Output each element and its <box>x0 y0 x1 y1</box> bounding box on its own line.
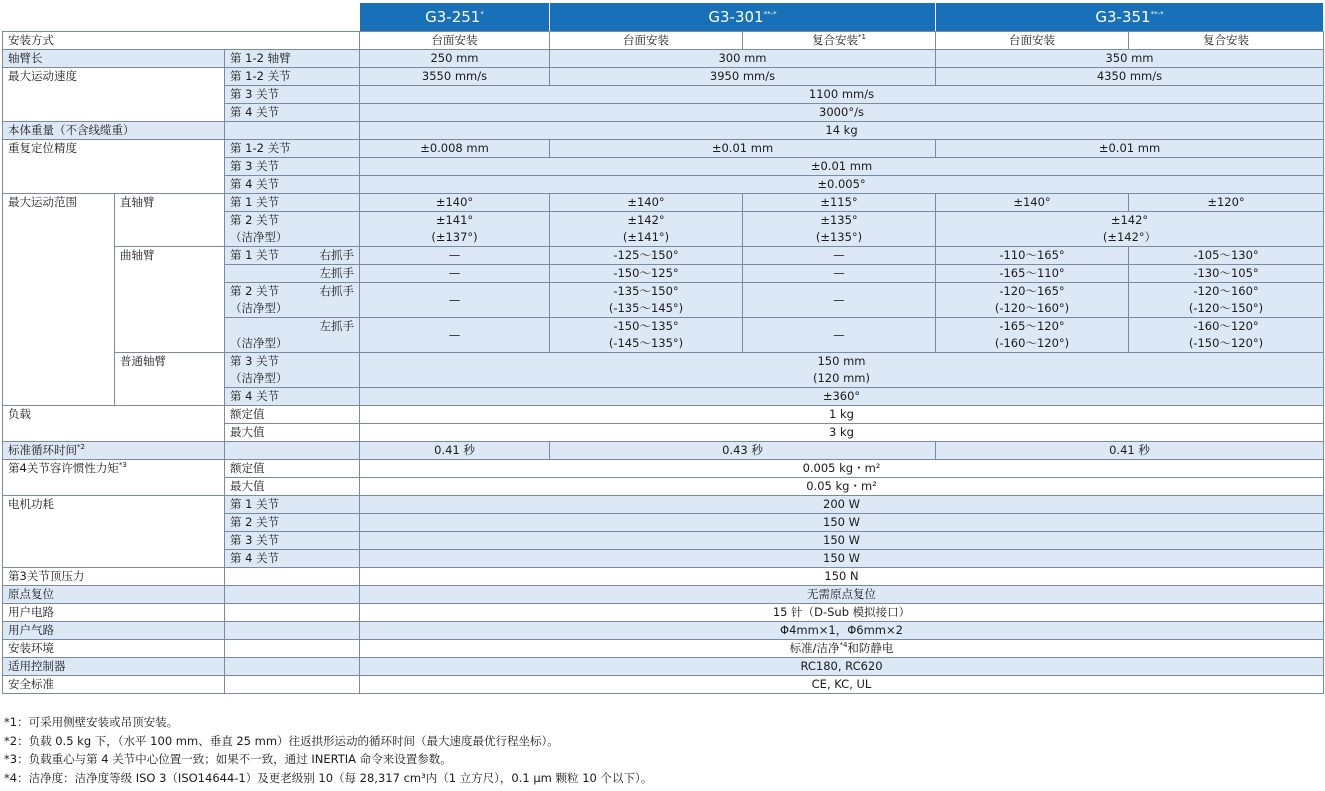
spec-table <box>2 2 1324 694</box>
table-cell: ±0.01 mm <box>360 158 1324 176</box>
table-cell: -165～120° (-160～120°) <box>936 318 1129 353</box>
row-sublabel: 第 4 关节 <box>225 176 360 194</box>
footnote-1: *1：可采用侧壁安装或吊顶安装。 <box>4 715 179 729</box>
row-sublabel <box>225 658 360 676</box>
row-rep-j12 <box>3 140 1324 158</box>
row-sublabel: 第 4 关节 <box>225 104 360 122</box>
row-label: 最大运动范围 <box>3 194 115 406</box>
table-cell: — <box>360 247 550 265</box>
row-sublabel: 第 2 关节 <box>225 514 360 532</box>
table-cell: ±360° <box>360 388 1324 406</box>
row-label: 第4关节容许惯性力矩$^{*3}$ <box>3 460 225 496</box>
footnotes <box>4 713 652 787</box>
footnote-3: *3：负载重心与第 4 关节中心位置一致；如果不一致，通过 INERTIA 命令来设置参数。 <box>4 752 452 766</box>
row-sublabel: 最大值 <box>225 424 360 442</box>
table-cell: 14 kg <box>360 122 1324 140</box>
row-label: 本体重量（不含线缆重） <box>3 122 225 140</box>
table-cell: 0.05 kg・m² <box>360 478 1324 496</box>
row-sublabel: 左抓手 （洁净型） <box>225 318 360 353</box>
row-sublabel: 第 1-2 轴臂 <box>225 50 360 68</box>
row-sublabel <box>225 640 360 658</box>
row-cycle <box>3 442 1324 460</box>
header-corner <box>3 3 360 32</box>
row-label: 标准循环时间$^{*2}$ <box>3 442 225 460</box>
table-cell: 350 mm <box>936 50 1324 68</box>
table-cell: 300 mm <box>550 50 936 68</box>
table-cell: 台面安装 <box>360 32 550 50</box>
table-cell: -125～150° <box>550 247 743 265</box>
row-sublabel <box>225 442 360 460</box>
row-controller <box>3 658 1324 676</box>
table-cell: 台面安装 <box>936 32 1129 50</box>
table-cell: ±115° <box>743 194 936 212</box>
table-cell: 复合安装$^{*1}$ <box>743 32 936 50</box>
table-cell: 4350 mm/s <box>936 68 1324 86</box>
model-header-g3-301: G3-301**-* <box>550 3 936 32</box>
row-sublabel <box>225 568 360 586</box>
row-sublabel: 第 3 关节 <box>225 158 360 176</box>
row-group-label: 曲轴臂 <box>115 247 225 353</box>
table-cell: — <box>743 265 936 283</box>
table-cell: — <box>360 283 550 318</box>
table-cell: 150 N <box>360 568 1324 586</box>
row-group-label: 直轴臂 <box>115 194 225 247</box>
row-sublabel: 最大值 <box>225 478 360 496</box>
table-cell: ±140° <box>936 194 1129 212</box>
table-cell: — <box>743 283 936 318</box>
row-label: 适用控制器 <box>3 658 225 676</box>
row-sublabel <box>225 586 360 604</box>
row-origin <box>3 586 1324 604</box>
row-mounting <box>3 32 1324 50</box>
table-cell: 3 kg <box>360 424 1324 442</box>
row-label: 负载 <box>3 406 225 442</box>
table-cell: ±0.008 mm <box>360 140 550 158</box>
row-sublabel: 第 3 关节 <box>225 532 360 550</box>
row-env <box>3 640 1324 658</box>
row-sublabel: 第 4 关节 <box>225 550 360 568</box>
table-cell: ±140° <box>550 194 743 212</box>
row-sublabel: 第 4 关节 <box>225 388 360 406</box>
table-cell: — <box>743 247 936 265</box>
row-label: 重复定位精度 <box>3 140 225 194</box>
table-cell: 1 kg <box>360 406 1324 424</box>
row-sublabel: 额定值 <box>225 460 360 478</box>
row-payload-rated <box>3 406 1324 424</box>
table-cell: — <box>360 265 550 283</box>
table-cell: 无需原点复位 <box>360 586 1324 604</box>
table-cell: ±0.01 mm <box>936 140 1324 158</box>
table-cell: 0.41 秒 <box>360 442 550 460</box>
row-range-straight-j1 <box>3 194 1324 212</box>
row-sublabel: 第 2 关节 （洁净型） <box>225 212 360 247</box>
table-cell: ±141° (±137°) <box>360 212 550 247</box>
table-cell: -150～125° <box>550 265 743 283</box>
table-cell: 150 mm (120 mm) <box>360 353 1324 388</box>
table-cell: CE, KC, UL <box>360 676 1324 694</box>
table-cell: 200 W <box>360 496 1324 514</box>
table-cell: 0.43 秒 <box>550 442 936 460</box>
table-cell: -150～135° (-145～135°) <box>550 318 743 353</box>
row-speed-j12 <box>3 68 1324 86</box>
table-cell: -160～120° (-150～120°) <box>1129 318 1324 353</box>
row-sublabel: 第 3 关节 <box>225 86 360 104</box>
table-cell: 150 W <box>360 514 1324 532</box>
table-cell: ±142° (±142°） <box>936 212 1324 247</box>
model-header-g3-251: G3-251* <box>360 3 550 32</box>
table-cell: ±0.01 mm <box>550 140 936 158</box>
row-label: 安装方式 <box>3 32 360 50</box>
footnote-4: *4：洁净度：洁净度等级 ISO 3（ISO14644-1）及更老级别 10（每 28,317 cm³内（1 立方尺），0.1 μm 颗粒 10 个以下）。 <box>4 770 653 785</box>
row-sublabel: 第 1-2 关节 <box>225 140 360 158</box>
table-cell: -130～105° <box>1129 265 1324 283</box>
table-cell: — <box>743 318 936 353</box>
table-cell: 1100 mm/s <box>360 86 1324 104</box>
row-sublabel: 第 3 关节 （洁净型） <box>225 353 360 388</box>
row-sublabel <box>225 676 360 694</box>
table-cell: 3550 mm/s <box>360 68 550 86</box>
table-cell: ±140° <box>360 194 550 212</box>
row-group-label: 普通轴臂 <box>115 353 225 406</box>
table-cell: -135～150° (-135～145°) <box>550 283 743 318</box>
row-sublabel: 左抓手 <box>225 265 360 283</box>
table-cell: 3950 mm/s <box>550 68 936 86</box>
table-cell: -105～130° <box>1129 247 1324 265</box>
table-cell: — <box>360 318 550 353</box>
table-cell: ±120° <box>1129 194 1324 212</box>
table-cell: 15 针（D-Sub 模拟接口） <box>360 604 1324 622</box>
table-cell: ±142° (±141°) <box>550 212 743 247</box>
row-sublabel <box>225 122 360 140</box>
row-sublabel: 第 2 关节 右抓手 （洁净型） <box>225 283 360 318</box>
table-cell: 0.005 kg・m² <box>360 460 1324 478</box>
row-label: 电机功耗 <box>3 496 225 568</box>
row-label: 轴臂长 <box>3 50 225 68</box>
row-weight <box>3 122 1324 140</box>
table-cell: -165～110° <box>936 265 1129 283</box>
row-label: 原点复位 <box>3 586 225 604</box>
row-sublabel <box>225 604 360 622</box>
row-sublabel: 第 1 关节 右抓手 <box>225 247 360 265</box>
table-cell: -110～165° <box>936 247 1129 265</box>
row-arm-length <box>3 50 1324 68</box>
row-motor-j1 <box>3 496 1324 514</box>
table-cell: 150 W <box>360 532 1324 550</box>
row-user-air <box>3 622 1324 640</box>
table-cell: -120～165° (-120～160°) <box>936 283 1129 318</box>
row-label: 最大运动速度 <box>3 68 225 122</box>
row-j3-force <box>3 568 1324 586</box>
row-sublabel: 第 1-2 关节 <box>225 68 360 86</box>
row-range-curved-j1-right <box>3 247 1324 265</box>
table-cell: 0.41 秒 <box>936 442 1324 460</box>
row-label: 用户电路 <box>3 604 225 622</box>
table-cell: ±0.005° <box>360 176 1324 194</box>
row-inertia-rated <box>3 460 1324 478</box>
table-cell: 台面安装 <box>550 32 743 50</box>
table-cell: 250 mm <box>360 50 550 68</box>
row-label: 安全标准 <box>3 676 225 694</box>
row-sublabel: 第 1 关节 <box>225 496 360 514</box>
table-cell: RC180, RC620 <box>360 658 1324 676</box>
row-label: 第3关节顶压力 <box>3 568 225 586</box>
row-user-elec <box>3 604 1324 622</box>
model-header-g3-351: G3-351**-* <box>936 3 1324 32</box>
row-safety <box>3 676 1324 694</box>
row-label: 安装环境 <box>3 640 225 658</box>
footnote-2: *2：负载 0.5 kg 下，（水平 100 mm、垂直 25 mm）往返拱形运动的循环时间（最大速度最优行程坐标）。 <box>4 733 559 748</box>
table-cell: ±135° (±135°) <box>743 212 936 247</box>
table-cell: 150 W <box>360 550 1324 568</box>
table-cell: 标准/洁净$^{*4}$和防静电 <box>360 640 1324 658</box>
table-cell: 复合安装 <box>1129 32 1324 50</box>
table-cell: Φ4mm×1，Φ6mm×2 <box>360 622 1324 640</box>
row-sublabel: 额定值 <box>225 406 360 424</box>
row-sublabel: 第 1 关节 <box>225 194 360 212</box>
table-cell: 3000°/s <box>360 104 1324 122</box>
row-label: 用户气路 <box>3 622 225 640</box>
table-cell: -120～160° (-120～150°) <box>1129 283 1324 318</box>
row-sublabel <box>225 622 360 640</box>
